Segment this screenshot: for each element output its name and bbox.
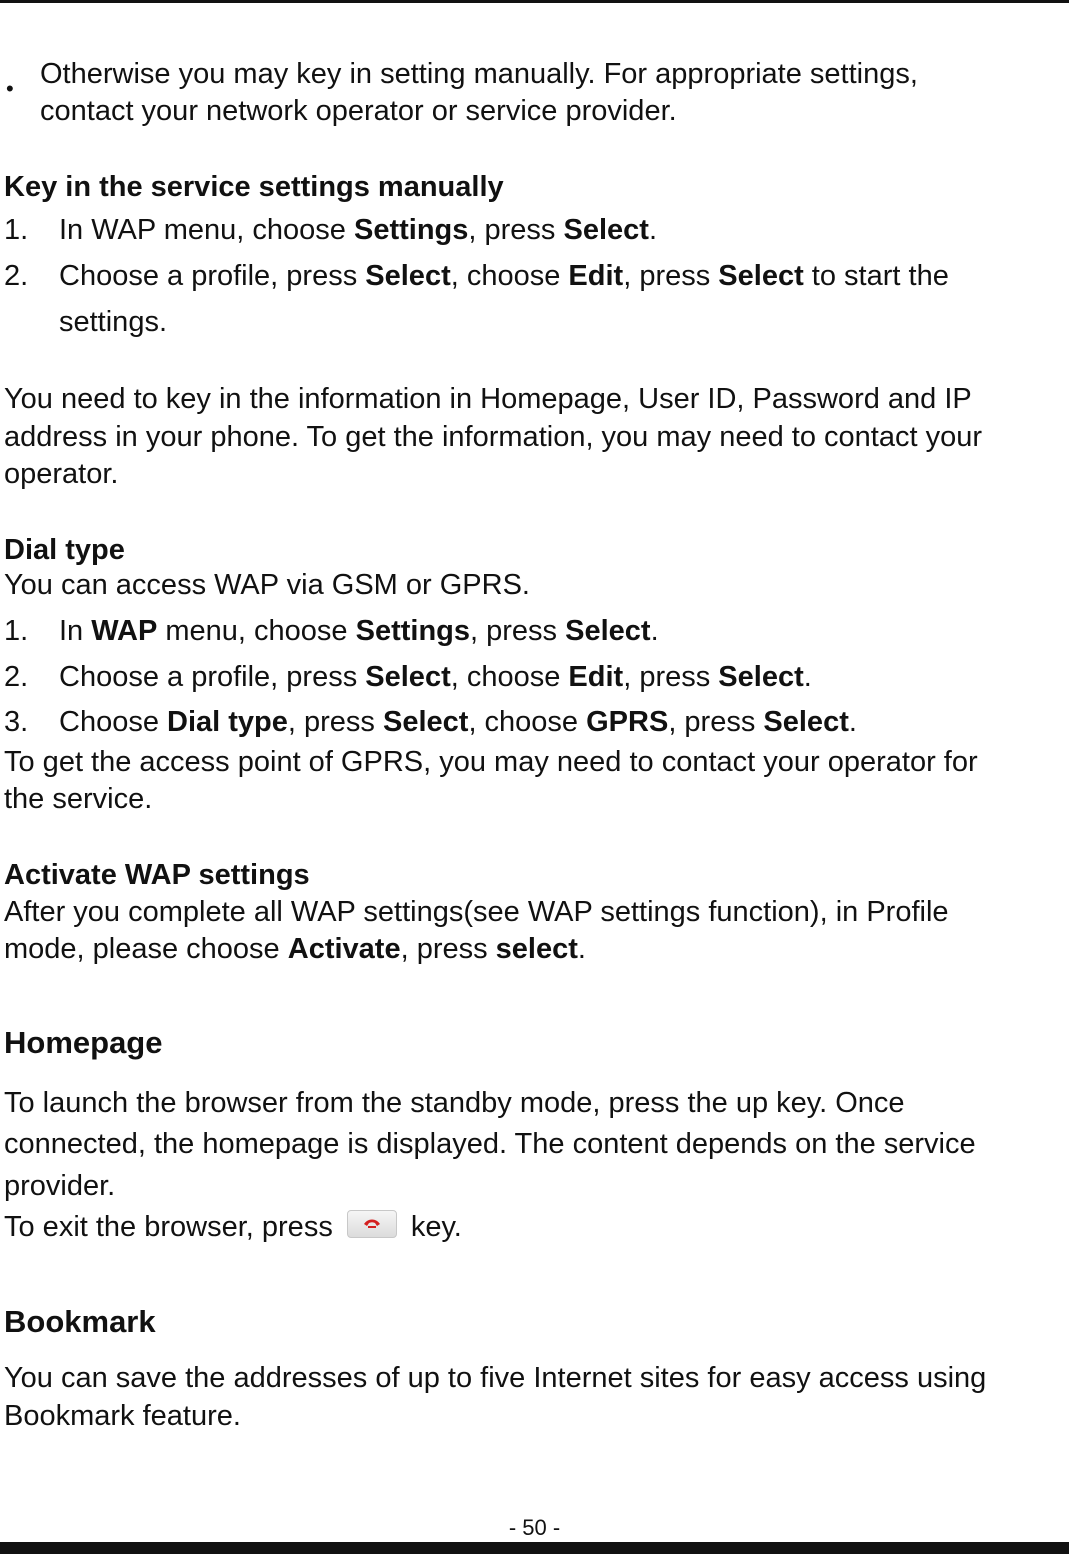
homepage-line-2: connected, the homepage is displayed. The content depends on the service <box>4 1128 976 1160</box>
page-number: - 50 - <box>508 1515 561 1540</box>
dial-step-3: 3. Choose Dial type, press Select, choose GPRS, press Select. <box>4 706 857 738</box>
homepage-line-3: provider. <box>4 1170 116 1202</box>
manual-step-2-cont: settings. <box>59 306 167 338</box>
bullet-dot: • <box>6 76 14 101</box>
activate-line-1: After you complete all WAP settings(see WAP settings function), in Profile <box>4 896 949 928</box>
dial-note-line-1: To get the access point of GPRS, you may need to contact your operator for <box>4 746 978 778</box>
bottom-rule <box>0 1542 1069 1554</box>
dial-intro: You can access WAP via GSM or GPRS. <box>4 569 530 601</box>
bullet-line-1: Otherwise you may key in setting manually. For appropriate settings, <box>40 58 918 90</box>
top-rule <box>0 0 1069 3</box>
manual-para-line-1: You need to key in the information in Homepage, User ID, Password and IP <box>4 383 972 415</box>
end-call-key-icon <box>347 1210 397 1238</box>
manual-step-2: 2. Choose a profile, press Select, choose Edit, press Select to start the <box>4 260 949 292</box>
manual-step-1: 1. In WAP menu, choose Settings, press Select. <box>4 214 657 246</box>
dial-step-1: 1. In WAP menu, choose Settings, press Select. <box>4 615 659 647</box>
bookmark-line-1: You can save the addresses of up to five Internet sites for easy access using <box>4 1362 987 1394</box>
homepage-heading: Homepage <box>4 1025 163 1060</box>
homepage-exit-line: To exit the browser, press key. <box>4 1211 462 1243</box>
dial-note-line-2: the service. <box>4 783 153 815</box>
manual-heading: Key in the service settings manually <box>4 171 504 203</box>
activate-heading: Activate WAP settings <box>4 859 310 891</box>
manual-para-line-2: address in your phone. To get the information, you may need to contact your <box>4 421 982 453</box>
activate-line-2: mode, please choose Activate, press select. <box>4 933 586 965</box>
bookmark-line-2: Bookmark feature. <box>4 1400 241 1432</box>
dial-step-2: 2. Choose a profile, press Select, choose Edit, press Select. <box>4 661 812 693</box>
dial-heading: Dial type <box>4 534 125 566</box>
homepage-line-1: To launch the browser from the standby mode, press the up key. Once <box>4 1087 905 1119</box>
manual-para-line-3: operator. <box>4 458 119 490</box>
bookmark-heading: Bookmark <box>4 1304 156 1339</box>
bullet-line-2: contact your network operator or service provider. <box>40 95 677 127</box>
